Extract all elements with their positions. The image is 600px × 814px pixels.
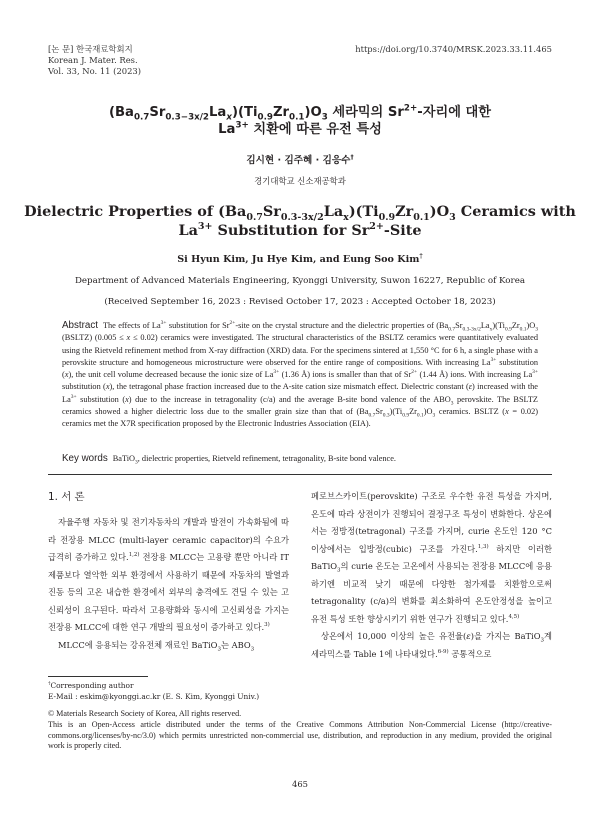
title-english bbox=[0, 202, 600, 240]
author-email: E-Mail : eskim@kyonggi.ac.kr (E. S. Kim, Kyonggi Univ.) bbox=[48, 691, 260, 701]
journal-header bbox=[48, 44, 141, 77]
title-korean-line2: $La^{3+}$ 치환에 따른 유전 특성 bbox=[218, 120, 382, 137]
keywords bbox=[62, 453, 538, 464]
authors-english: Si Hyun Kim, Ju Hye Kim, and Eung Soo Kim† bbox=[177, 252, 423, 265]
paragraph: 자율주행 자동차 및 전기자동차의 개발과 발전이 가속화됨에 따라 전장용 MLCC (multi-layer ceramic capacitor)의 수요가 급격히 증가하고 있다.$^{1,2)}$ 전장용 MLCC는 고용량 뿐만 아니라 IT 제품보다 열악한 외부 환경에서 사용하기 때문에 자동차의 발열과 진동 등의 고온 내습한 환경에서 외부의 충격에도 견딜 수 있는 고신뢰성이 요구된다. 따라서 고용량화와 동시에 고신뢰성을 가지는 전장용 MLCC에 대한 연구 개발의 필요성이 증가하고 있다.$^{3)}$ bbox=[48, 517, 290, 632]
title-korean-line1 bbox=[0, 104, 600, 121]
received-dates: (Received September 16, 2023 : Revised October 17, 2023 : Accepted October 18, 2023) bbox=[104, 297, 496, 307]
abstract bbox=[62, 320, 538, 431]
authors-korean: 김시현 · 김주혜 · 김응수† bbox=[246, 153, 354, 166]
keywords-text: BaTiO$_3$, dielectric properties, Rietveld refinement, tetragonality, B-site bond valence. bbox=[112, 454, 396, 466]
divider-abstract bbox=[48, 474, 552, 475]
section-heading: 1. 서 론 bbox=[48, 491, 85, 503]
divider-footnote bbox=[48, 676, 148, 677]
paragraph: 상온에서 10,000 이상의 높은 유전율(ε)을 가지는 BaTiO$_3$계 세라믹스를 Table 1에 나타내었다.$^{6-9)}$ 공통적으로 bbox=[311, 631, 553, 659]
abstract-text: The effects of $La^{3+}$ substitution for $Sr^{2+}$-site on the crystal structure and the dielectric properties of $(Ba_{0.7}Sr_{0.3-3x/2}La_x)(Ti_{0.9}Zr_{0.1})O_3$ (BSLTZ) (0.005 ≤ x ≤ 0.02) ceramics were investigated. The structural characteristics of the BSLTZ ceramics were quantitatively evaluated using the Rietveld refinement method from X-ray diffraction (XRD) data. For the specimens sintered at 1,550 °C for 6 h, a single phase with a perovskite structure and homogeneous microstructure were observed for the entire range of compositions. With increasing $La^{3+}$ substitution (x), the unit cell volume decreased because the ionic size of $La^{3+}$ (1.36 Å) ions is smaller than that of $Sr^{2+}$ (1.44 Å) ions. With increasing $La^{3+}$ substitution (x), the tetragonal phase fraction increased due to the A-site cation size mismatch effect. Dielectric constant (ε) increased with the $La^{3+}$ substitution (x) due to the increase in tetragonality (c/a) and the average B-site bond valence of the $ABO_3$ perovskite. The BSLTZ ceramics showed a higher dielectric loss due to the smaller grain size than that of $(Ba_{0.7}Sr_{0.3})(Ti_{0.9}Zr_{0.1})O_3$ ceramics. BSLTZ (x = 0.02) ceramics met the X7R specification proposed by the Electronic Industries Association (EIA). bbox=[62, 320, 539, 429]
footnote bbox=[48, 681, 259, 702]
abstract-label: Abstract bbox=[62, 320, 98, 331]
page-number: 465 bbox=[292, 779, 308, 789]
affiliation-korean: 경기대학교 신소재공학과 bbox=[254, 176, 346, 186]
right-column bbox=[311, 488, 552, 663]
keywords-label: Key words bbox=[62, 453, 108, 464]
title-english-line2: $La^{3+}$ Substitution for $Sr^{2+}$-Site bbox=[178, 221, 422, 239]
doi-link[interactable]: https://doi.org/10.3740/MRSK.2023.33.11.465 bbox=[355, 44, 552, 54]
paragraph: 페로브스카이트(perovskite) 구조로 우수한 유전 특성을 가지며, 온도에 따라 상전이가 진행되어 결정구조 특성이 변화한다. 상온에서는 정방정(tetragonal) 구조를 가지며, curie 온도인 120 °C 이상에서는 입방정(cubic) 구조를 가진다.$^{1,3)}$ 하지만 이러한 BaTiO$_3$의 curie 온도는 고온에서 사용되는 전장용 MLCC에 응용하기엔 비교적 낮기 때문에 다양한 첨가제를 치환함으로써 tetragonality (c/a)의 변화를 최소화하여 온도안정성을 높이고 유전 특성 또한 향상시키기 위한 연구가 진행되고 있다.$^{4,5)}$ bbox=[311, 491, 552, 624]
affiliation-english: Department of Advanced Materials Engineering, Kyonggi University, Suwon 16227, Republic of Korea bbox=[74, 276, 526, 286]
title-korean-line1-text: 세라믹의 $Sr^{2+}-$자리에 대한 bbox=[332, 103, 492, 120]
title-formula: $(Ba_{0.7}Sr_{0.3-3x/2}La_x)(Ti_{0.9}Zr_{0.1})O_3$ bbox=[108, 105, 328, 123]
left-column bbox=[48, 514, 289, 654]
journal-name-en: Korean J. Mater. Res. bbox=[48, 55, 138, 65]
paragraph: MLCC에 응용되는 강유전체 재료인 BaTiO$_3$는 $ABO_3$ bbox=[58, 639, 255, 653]
title-korean bbox=[0, 104, 600, 138]
license-text: This is an Open-Access article distributed under the terms of the Creative Commons Attribution Non-Commercial License (http://creative-commons.org/licenses/by-nc/3.0) which permits unrestricted non-commercial use, distribution, and reproduction in any medium, provided the original work is properly cited. bbox=[48, 719, 552, 751]
corresponding-author: †Corresponding author bbox=[48, 680, 134, 690]
journal-name-ko: [논 문] 한국재료학회지 bbox=[48, 44, 133, 54]
title-english-line1: Dielectric Properties of $(Ba_{0.7}Sr_{0.3-3x/2}La_x)(Ti_{0.9}Zr_{0.1})O_3$ Ceramics with bbox=[24, 203, 576, 223]
copyright-line: © Materials Research Society of Korea, All rights reserved. bbox=[48, 709, 242, 718]
volume-info: Vol. 33, No. 11 (2023) bbox=[48, 66, 142, 76]
copyright-notice bbox=[48, 709, 552, 752]
